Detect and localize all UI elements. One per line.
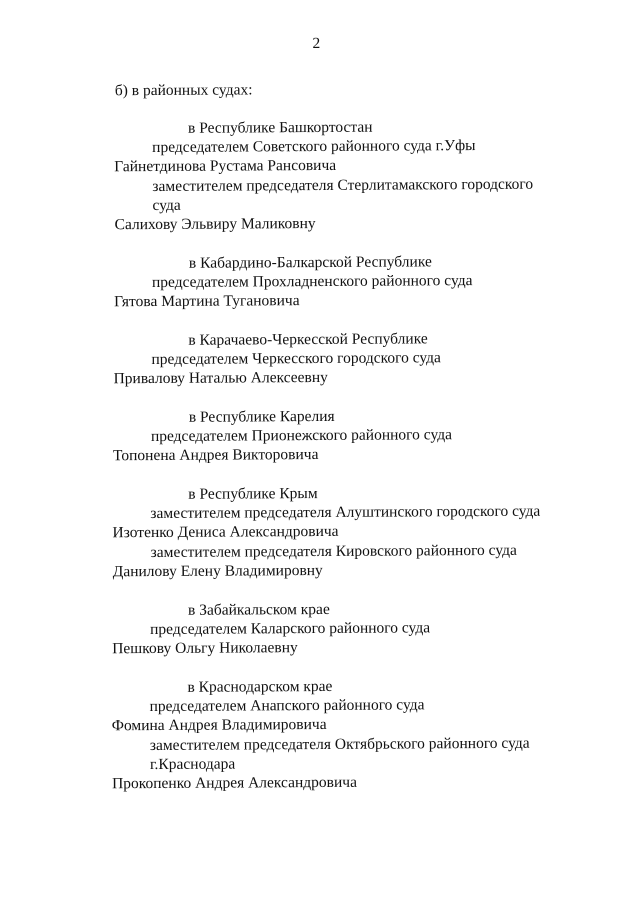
section-heading: б) в районных судах: — [114, 81, 253, 100]
region-heading: в Краснодарском крае — [187, 677, 333, 696]
region-heading: в Карачаево-Черкесской Республике — [188, 330, 428, 349]
position-line: заместителем председателя Октябрьского районного суда — [149, 734, 530, 755]
person-name: Топонена Андрея Викторовича — [112, 446, 319, 465]
position-line: заместителем председателя Стерлитамакского городского — [152, 175, 534, 196]
person-name: Гайнетдинова Рустама Рансовича — [114, 156, 337, 176]
region-heading: в Республике Башкортостан — [187, 118, 373, 137]
person-name: Гятова Мартина Тугановича — [114, 292, 300, 311]
position-line: председателем Анапского районного суда — [149, 696, 425, 716]
page-number: 2 — [312, 34, 321, 53]
position-line: г.Краснодара — [149, 755, 236, 774]
person-name: Фомина Андрея Владимировича — [111, 715, 327, 735]
person-name: Салихову Эльвиру Маликовну — [114, 215, 316, 234]
person-name: Изотенко Дениса Александровича — [112, 522, 339, 542]
position-line: суда — [152, 196, 181, 215]
region-heading: в Забайкальском крае — [187, 600, 330, 619]
region-heading: в Республике Крым — [188, 485, 318, 503]
position-line: председателем Советского районного суда г.Уфы — [152, 137, 476, 157]
position-line: заместителем председателя Алуштинского городского суда — [150, 502, 541, 523]
person-name: Привалову Наталью Алексеевну — [113, 368, 328, 388]
person-name: Прокопенко Андрея Александровича — [111, 773, 357, 793]
person-name: Пешкову Ольгу Николаевну — [112, 639, 298, 658]
person-name: Данилову Елену Владимировну — [112, 561, 323, 581]
position-line: заместителем председателя Кировского районного суда — [150, 541, 517, 562]
position-line: председателем Каларского районного суда — [150, 619, 431, 639]
position-line: председателем Прохладненского районного суда — [151, 272, 473, 292]
position-line: председателем Прионежского районного суда — [150, 426, 453, 446]
region-heading: в Кабардино-Балкарской Республике — [188, 253, 432, 272]
position-line: председателем Черкесского городского суда — [151, 349, 441, 369]
region-heading: в Республике Карелия — [188, 407, 335, 426]
